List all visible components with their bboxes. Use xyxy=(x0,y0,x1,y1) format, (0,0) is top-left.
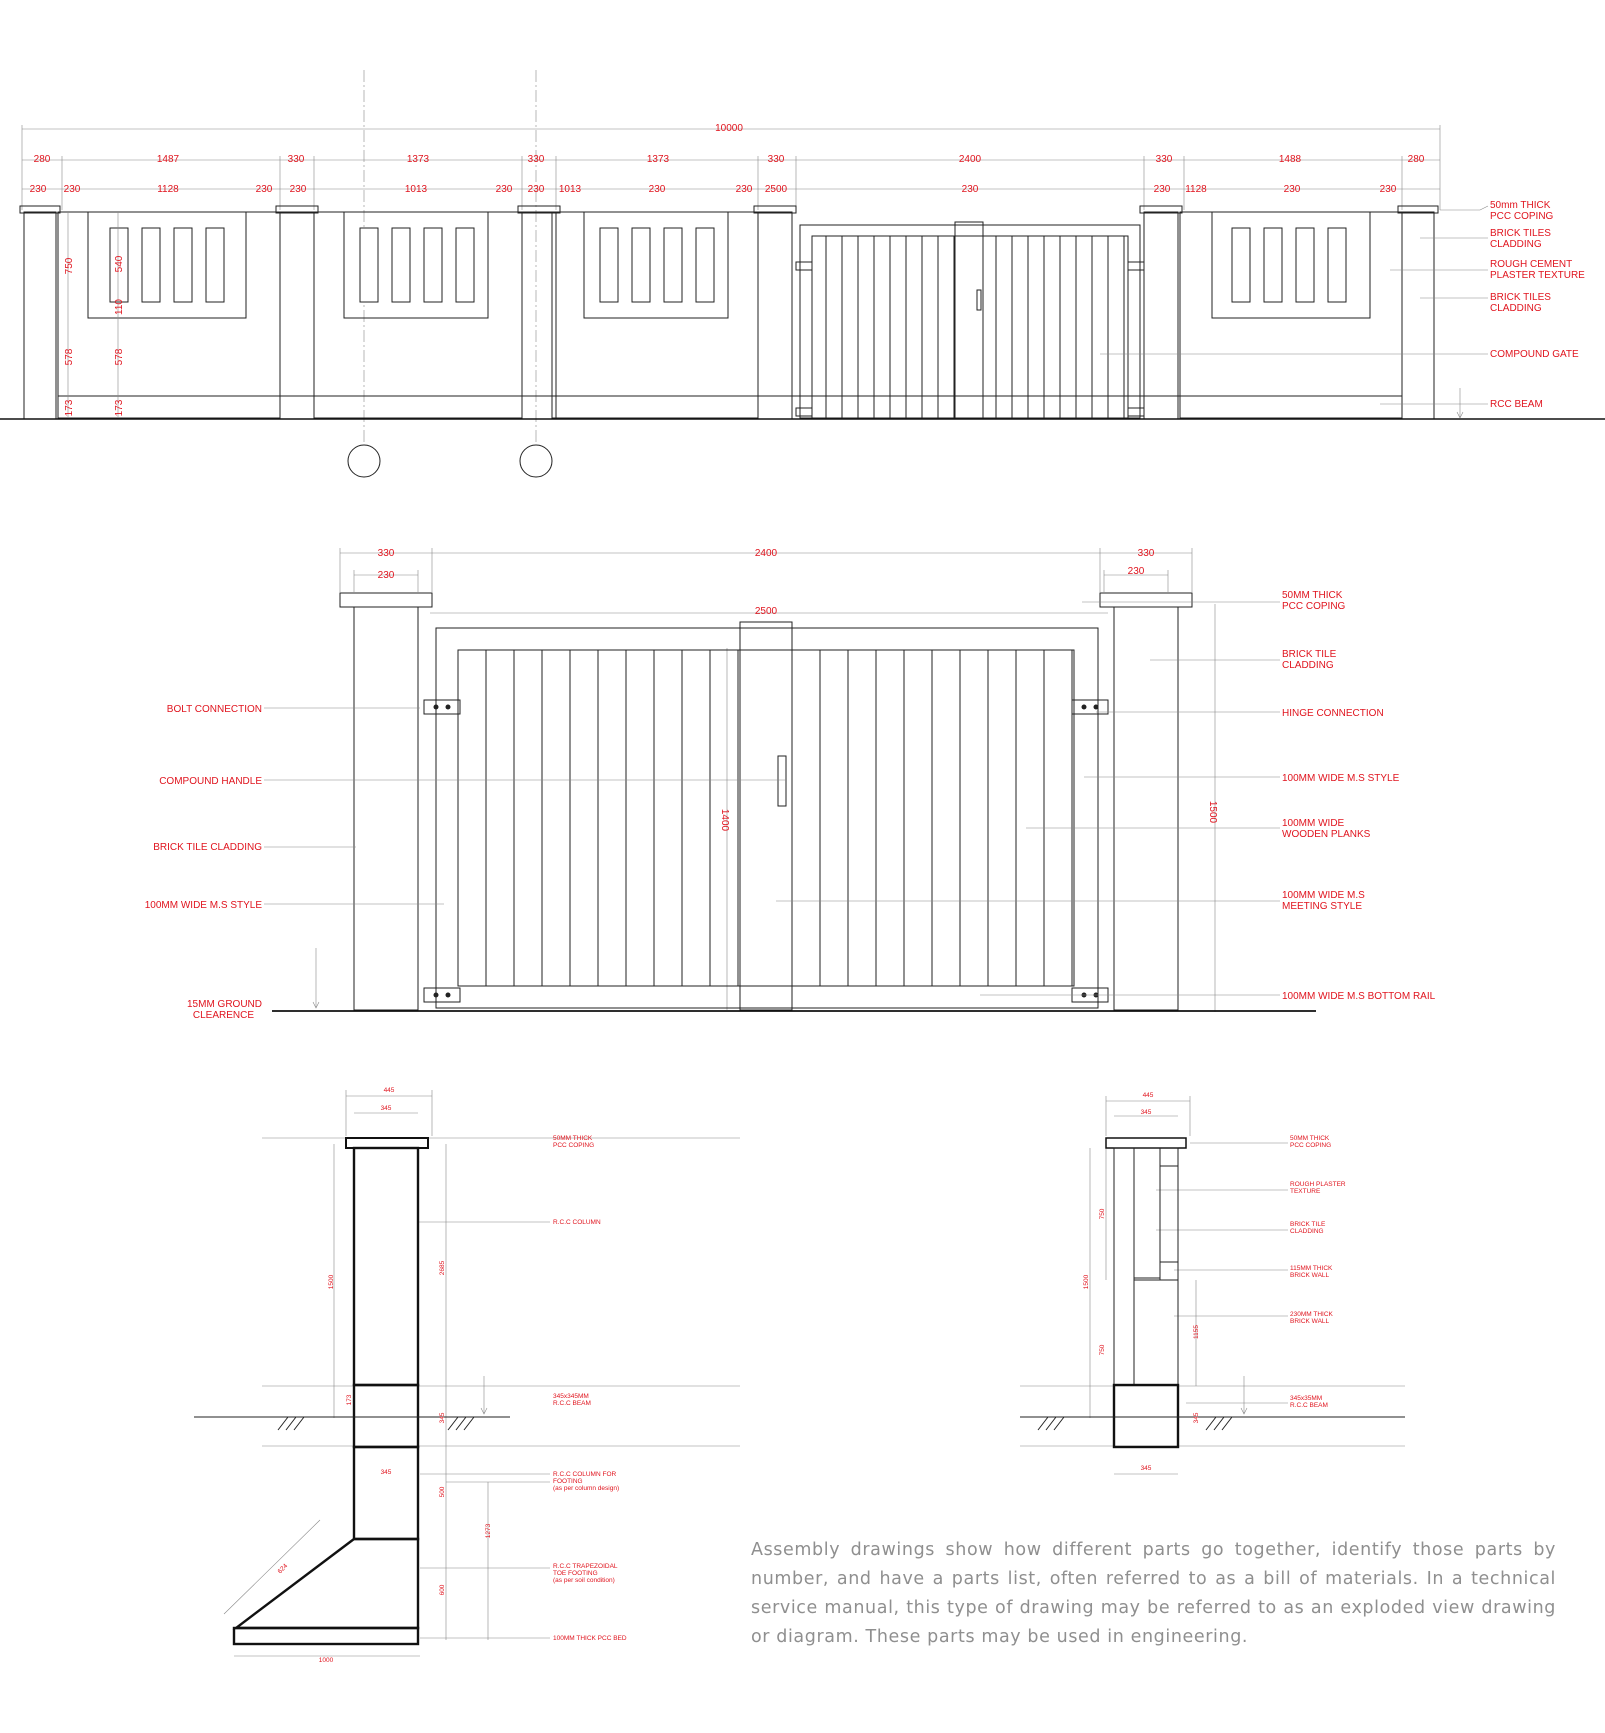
dim-row1: 2400 xyxy=(958,154,982,165)
window-slot xyxy=(696,228,714,302)
dim-row2: 230 xyxy=(63,184,81,195)
dim-2685: 2685 xyxy=(439,1260,446,1276)
dim-row2: 1013 xyxy=(558,184,582,195)
rcc-column xyxy=(354,1148,418,1385)
dim-row2: 230 xyxy=(29,184,47,195)
dim-624: 624 xyxy=(276,1562,290,1576)
meeting-style xyxy=(740,622,792,1010)
dim-row2: 230 xyxy=(495,184,513,195)
pier xyxy=(1402,212,1434,419)
label-r-cladding: BRICK TILE xyxy=(1290,1221,1326,1228)
grid-bubble-2 xyxy=(520,445,552,477)
caption-text: Assembly drawings show how different parts go together, identify those parts by number, and have a parts list, often referred to as a bill of materials. In a technical service manual, this type of drawing may be referred to as an exploded view drawing or diagram. These parts may be used in engineering. xyxy=(751,1540,1556,1647)
label-pcc-coping: 50MM THICK xyxy=(1282,590,1343,601)
dim-330-right: 330 xyxy=(1137,548,1155,559)
pier-section-left xyxy=(194,1087,740,1664)
dim-1155: 1155 xyxy=(1193,1325,1200,1339)
window-slot xyxy=(1296,228,1314,302)
window-slot xyxy=(1264,228,1282,302)
brick-cladding-r xyxy=(1114,1148,1134,1385)
label-meeting-style: 100MM WIDE M.S xyxy=(1282,890,1365,901)
label-r-wall115: 115MM THICK xyxy=(1290,1265,1333,1272)
dim-row2: 2500 xyxy=(764,184,788,195)
dim-row1: 330 xyxy=(527,154,545,165)
svg-text:50MM THICKPCC COPING: 50MM THICK PCC COPING xyxy=(553,1135,595,1149)
dim-row2: 230 xyxy=(1283,184,1301,195)
svg-text:50MM THICKPCC COPING: 50MM THICK PCC COPING xyxy=(1290,1135,1332,1149)
elevation-gate xyxy=(796,222,1144,418)
label-r-wall230: 230MM THICK xyxy=(1290,1311,1333,1318)
svg-text:50MM THICKPCC COPING: 50MM THICK PCC COPING xyxy=(1282,590,1346,612)
dim-330-left: 330 xyxy=(377,548,395,559)
svg-text:R.C.C COLUMN FORFOOTING(as per: R.C.C COLUMN FOR FOOTING (as per column design) xyxy=(553,1471,620,1492)
dim-row2: 230 xyxy=(527,184,545,195)
window-slot xyxy=(424,228,442,302)
dim-row1: 330 xyxy=(287,154,305,165)
grid-bubble-1 xyxy=(348,445,380,477)
window-slot xyxy=(1232,228,1250,302)
svg-text:ROUGH PLASTERTEXTURE: ROUGH PLASTER TEXTURE xyxy=(1290,1181,1346,1195)
label-hinge: HINGE CONNECTION xyxy=(1282,708,1384,719)
svg-text:50mm THICKPCC COPING: 50mm THICK PCC COPING xyxy=(1490,200,1554,222)
pier-right xyxy=(1114,607,1178,1010)
dim-1500: 1500 xyxy=(328,1274,335,1290)
wall-panel-4 xyxy=(1180,212,1402,418)
dim-v-750: 750 xyxy=(64,257,75,275)
section-coping xyxy=(346,1138,428,1148)
dim-row2: 230 xyxy=(1379,184,1397,195)
dim-345-rv: 345 xyxy=(1193,1412,1200,1424)
dim-230-left: 230 xyxy=(377,570,395,581)
window-slot xyxy=(600,228,618,302)
pier xyxy=(24,212,56,419)
label-cladding: BRICK TILES xyxy=(1490,228,1551,239)
gate-frame xyxy=(436,628,1098,1008)
dim-row1: 330 xyxy=(1155,154,1173,165)
window-slot xyxy=(456,228,474,302)
wall-panel-2 xyxy=(314,212,522,418)
dim-445: 445 xyxy=(383,1087,395,1094)
ground-symbol xyxy=(1036,1417,1236,1430)
svg-text:BRICK TILECLADDING: BRICK TILE CLADDING xyxy=(1282,649,1337,671)
dim-row1: 1487 xyxy=(156,154,180,165)
svg-text:BRICK TILECLADDING: BRICK TILE CLADDING xyxy=(1290,1221,1326,1235)
dim-1500: 1500 xyxy=(1207,800,1218,824)
dim-v-578: 578 xyxy=(64,348,75,366)
dim-v-173: 173 xyxy=(64,399,75,417)
dim-345-b: 345 xyxy=(380,1469,392,1476)
dim-row2: 230 xyxy=(255,184,273,195)
svg-text:BRICK TILESCLADDING: BRICK TILES CLADDING xyxy=(1490,228,1551,250)
dim-1273: 1273 xyxy=(485,1523,492,1539)
label-sec-coping: 50MM THICK xyxy=(553,1135,593,1142)
dim-row2: 230 xyxy=(961,184,979,195)
label-brick-tile: BRICK TILE xyxy=(1282,649,1337,660)
gate-detail-elevation xyxy=(145,548,1436,1021)
dim-row1: 1373 xyxy=(646,154,670,165)
pier xyxy=(1144,212,1178,419)
window-slot xyxy=(632,228,650,302)
dim-2400: 2400 xyxy=(754,548,778,559)
label-toe-footing: R.C.C TRAPEZOIDAL xyxy=(553,1563,618,1570)
rcc-beam xyxy=(354,1385,418,1447)
boundary-wall-elevation xyxy=(0,70,1605,477)
wall-panel-1 xyxy=(58,212,280,418)
svg-text:ROUGH CEMENTPLASTER TEXTURE: ROUGH CEMENT PLASTER TEXTURE xyxy=(1490,259,1585,281)
window-slot xyxy=(174,228,192,302)
dim-overall: 10000 xyxy=(715,123,743,134)
svg-text:BRICK TILESCLADDING: BRICK TILES CLADDING xyxy=(1490,292,1551,314)
svg-text:100MM WIDEWOODEN PLANKS: 100MM WIDE WOODEN PLANKS xyxy=(1282,818,1371,840)
label-clearance: 15MM GROUND xyxy=(186,999,262,1010)
dim-row2: 230 xyxy=(289,184,307,195)
label-style-right: 100MM WIDE M.S STYLE xyxy=(1282,773,1400,784)
label-bolt: BOLT CONNECTION xyxy=(166,704,262,715)
svg-text:230MM THICKBRICK WALL: 230MM THICK BRICK WALL xyxy=(1290,1311,1333,1325)
dim-row2: 230 xyxy=(648,184,666,195)
dim-345-r: 345 xyxy=(1140,1109,1152,1116)
dim-row1: 330 xyxy=(767,154,785,165)
dim-500: 500 xyxy=(439,1486,446,1498)
dim-230-right: 230 xyxy=(1127,566,1145,577)
label-r-beam: 345x35MM xyxy=(1290,1395,1323,1402)
dim-600: 600 xyxy=(439,1584,446,1596)
dim-345-v: 345 xyxy=(439,1412,446,1424)
dim-v-173b: 173 xyxy=(114,399,125,417)
hinge-bolts xyxy=(424,700,1108,1002)
label-planks: 100MM WIDE xyxy=(1282,818,1345,829)
label-rcc-column: R.C.C COLUMN xyxy=(553,1219,601,1226)
dim-v-110: 110 xyxy=(114,299,125,315)
svg-text:100MM WIDE M.SMEETING STYLE: 100MM WIDE M.S MEETING STYLE xyxy=(1282,890,1365,912)
label-r-plaster: ROUGH PLASTER xyxy=(1290,1181,1346,1188)
window-slot xyxy=(206,228,224,302)
pier-coping-left xyxy=(340,593,432,607)
window-slot xyxy=(142,228,160,302)
svg-text:15MM GROUNDCLEARENCE: 15MM GROUND CLEARENCE xyxy=(186,999,262,1021)
brick-wall-230 xyxy=(1134,1280,1178,1385)
dim-row2: 230 xyxy=(1153,184,1171,195)
brick-wall-115 xyxy=(1134,1148,1160,1278)
window-slot xyxy=(360,228,378,302)
dim-v-578b: 578 xyxy=(114,348,125,366)
svg-text:R.C.C TRAPEZOIDALTOE FOOTING(a: R.C.C TRAPEZOIDAL TOE FOOTING (as per soil condition) xyxy=(553,1563,618,1584)
dim-row1: 280 xyxy=(1407,154,1425,165)
dim-row2: 1128 xyxy=(1185,184,1207,195)
dim-173: 173 xyxy=(346,1394,353,1406)
column-footing xyxy=(354,1447,418,1539)
dim-750-b: 750 xyxy=(1099,1344,1106,1356)
dim-750-a: 750 xyxy=(1099,1208,1106,1220)
dim-v-540: 540 xyxy=(114,255,125,273)
rcc-beam-r xyxy=(1114,1385,1178,1447)
pcc-bed xyxy=(234,1628,418,1644)
dim-445-r: 445 xyxy=(1142,1092,1154,1099)
trapezoidal-footing xyxy=(236,1539,418,1628)
dim-row2: 1128 xyxy=(157,184,179,195)
svg-text:115MM THICKBRICK WALL: 115MM THICK BRICK WALL xyxy=(1290,1265,1333,1279)
gate-handle xyxy=(778,756,786,806)
label-coping: 50mm THICK xyxy=(1490,200,1551,211)
pier xyxy=(758,212,792,419)
dim-row1: 1488 xyxy=(1278,154,1302,165)
pier xyxy=(522,212,556,419)
dim-2500: 2500 xyxy=(754,606,778,617)
label-compound-gate: COMPOUND GATE xyxy=(1490,349,1579,360)
dim-row2: 230 xyxy=(735,184,753,195)
label-sec-beam: 345x345MM xyxy=(553,1393,589,1400)
svg-text:345x35MMR.C.C BEAM: 345x35MM R.C.C BEAM xyxy=(1290,1395,1328,1409)
dim-row1: 1373 xyxy=(406,154,430,165)
wall-panel-3 xyxy=(552,212,758,418)
svg-text:345x345MMR.C.C BEAM: 345x345MM R.C.C BEAM xyxy=(553,1393,591,1407)
pier-left xyxy=(354,607,418,1010)
dim-345-rb: 345 xyxy=(1140,1465,1152,1472)
label-pcc-bed: 100MM THICK PCC BED xyxy=(553,1635,627,1642)
dim-1000: 1000 xyxy=(318,1657,334,1664)
label-rcc-beam: RCC BEAM xyxy=(1490,399,1543,410)
label-style-left: 100MM WIDE M.S STYLE xyxy=(144,900,262,911)
pier xyxy=(280,212,314,419)
window-slot xyxy=(1328,228,1346,302)
dim-1500-r: 1500 xyxy=(1083,1274,1090,1290)
label-r-coping: 50MM THICK xyxy=(1290,1135,1330,1142)
pier-section-right xyxy=(1020,1092,1405,1474)
label-bottom-rail: 100MM WIDE M.S BOTTOM RAIL xyxy=(1282,991,1436,1002)
window-slot xyxy=(664,228,682,302)
pier-coping-right xyxy=(1100,593,1192,607)
label-cladding-2: BRICK TILES xyxy=(1490,292,1551,303)
dim-row1: 280 xyxy=(33,154,51,165)
dim-345: 345 xyxy=(380,1105,392,1112)
section-coping-r xyxy=(1106,1138,1186,1148)
label-handle: COMPOUND HANDLE xyxy=(159,776,262,787)
window-slot xyxy=(392,228,410,302)
label-brick-cladding: BRICK TILE CLADDING xyxy=(153,842,262,853)
dim-1400: 1400 xyxy=(719,808,730,832)
dim-row2: 1013 xyxy=(404,184,428,195)
label-plaster: ROUGH CEMENT xyxy=(1490,259,1573,270)
label-footing: R.C.C COLUMN FOR xyxy=(553,1471,617,1478)
